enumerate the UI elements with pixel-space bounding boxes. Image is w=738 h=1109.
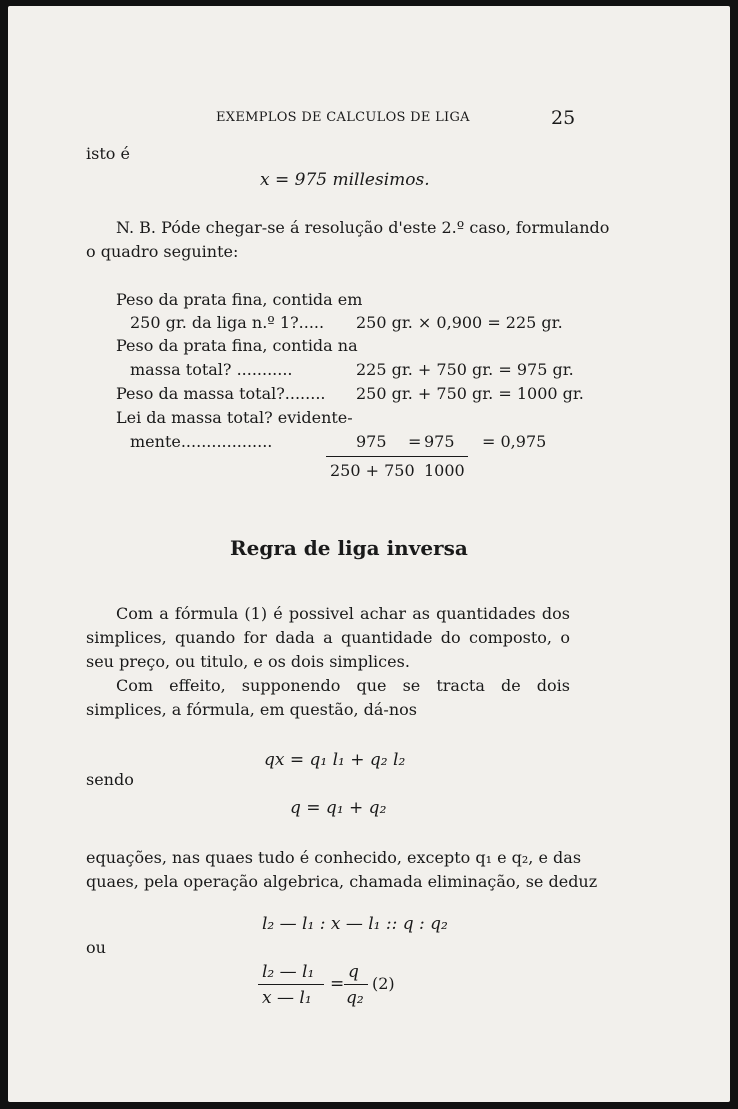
table-row-4-eq-2: = 0,975 xyxy=(482,432,547,451)
table-row-4-eq-1: = xyxy=(408,432,422,451)
table-row-1-value: 250 gr. × 0,900 = 225 gr. xyxy=(356,313,563,332)
paragraph-1: Com a fórmula (1) é possivel achar as quantidades dos simplices, quando for dada a quantidade do composto, o seu preço, ou titulo, e os dois simplices. xyxy=(86,604,570,671)
table-row-3-value: 250 gr. + 750 gr. = 1000 gr. xyxy=(356,384,584,403)
table-row-3-label: Peso da massa total?........ xyxy=(116,384,326,403)
table-row-1-label-a: Peso da prata fina, contida em xyxy=(116,290,363,309)
table-row-4-num-1: 975 xyxy=(356,432,387,451)
fraction-bar-2 xyxy=(422,456,468,457)
table-row-2-label-a: Peso da prata fina, contida na xyxy=(116,336,358,355)
equation-2: q = q₁ + q₂ xyxy=(290,798,387,818)
equation-3: l₂ — l₁ : x — l₁ :: q : q₂ xyxy=(262,914,448,934)
table-row-1-label-b: 250 gr. da liga n.º 1?..... xyxy=(130,313,325,332)
nb-line-1: N. B. Póde chegar-se á resolução d'este 2.º caso, formulando xyxy=(116,218,610,237)
eq4-equals: = xyxy=(330,974,345,994)
nb-line-2: o quadro seguinte: xyxy=(86,242,239,261)
eq4-bar-left xyxy=(258,984,324,985)
table-row-4-label-a: Lei da massa total? evidente- xyxy=(116,408,353,427)
running-title: EXEMPLOS DE CALCULOS DE LIGA xyxy=(216,110,470,125)
eq4-den-right: q₂ xyxy=(346,988,364,1008)
paragraph-2: Com effeito, supponendo que se tracta de dois simplices, a fórmula, em questão, dá-nos xyxy=(86,676,570,719)
page xyxy=(8,6,730,1102)
page-number: 25 xyxy=(551,107,576,129)
sendo-text: sendo xyxy=(86,770,134,789)
eq4-num-left: l₂ — l₁ xyxy=(262,962,315,982)
eq4-den-left: x — l₁ xyxy=(262,988,312,1008)
table-row-2-label-b: massa total? ........... xyxy=(130,360,293,379)
eq4-bar-right xyxy=(344,984,368,985)
ou-text: ou xyxy=(86,938,106,957)
equation-1: qx = q₁ l₁ + q₂ l₂ xyxy=(264,750,406,770)
isto-e-text: isto é xyxy=(86,144,130,163)
table-row-2-value: 225 gr. + 750 gr. = 975 gr. xyxy=(356,360,574,379)
table-row-4-label-b: mente.................. xyxy=(130,432,273,451)
paragraph-3-line-2: quaes, pela operação algebrica, chamada eliminação, se deduz xyxy=(86,872,598,891)
paragraph-3-line-1: equações, nas quaes tudo é conhecido, excepto q₁ e q₂, e das xyxy=(86,848,582,867)
table-row-4-num-2: 975 xyxy=(424,432,455,451)
section-title: Regra de liga inversa xyxy=(230,536,468,560)
result-equation: x = 975 millesimos. xyxy=(260,170,430,190)
eq4-label: (2) xyxy=(372,974,395,993)
table-row-4-den-2: 1000 xyxy=(424,461,465,480)
eq4-num-right: q xyxy=(348,962,359,982)
table-row-4-den-1: 250 + 750 xyxy=(330,461,415,480)
